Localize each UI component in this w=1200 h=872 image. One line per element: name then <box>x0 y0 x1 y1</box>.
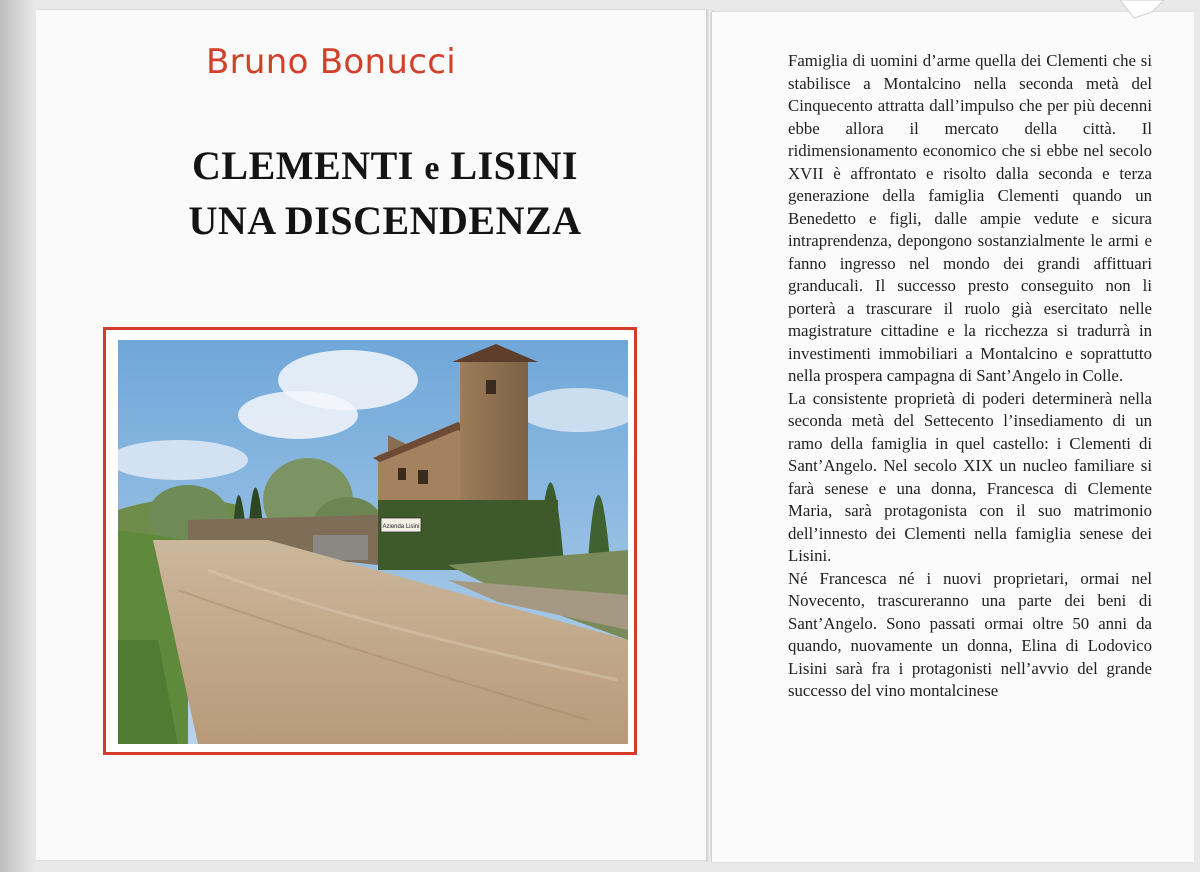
page-corner-tab-icon <box>1112 0 1172 26</box>
blurb-paragraph-2: La consistente proprietà di poderi determinerà nella seconda metà del Settecento l’insediamento di un ramo della famiglia in quel castello: i Clementi di Sant’Angelo. Nel secolo XIX un nucleo familiare si farà senese e una donna, Francesca di Clemente Maria, sarà protagonista con il suo matrimonio dell’innesto dei Clementi nella famiglia senese dei Lisini. <box>788 388 1152 565</box>
back-cover-blurb <box>788 50 1152 703</box>
scan-left-edge <box>0 0 36 872</box>
title-line-1 <box>100 140 670 195</box>
book-title <box>100 140 670 247</box>
villa-landscape-illustration <box>118 340 628 744</box>
photo-sign-text: Azienda Lisini <box>382 524 420 530</box>
cover-photo <box>118 340 628 744</box>
blurb-paragraph-3: Né Francesca né i nuovi proprietari, ormai nel Novecento, trascureranno una parte dei beni di Sant’Angelo. Sono passati ormai oltre 50 anni da quando, nuovamente un donna, Elina di Lodovico Lisini sarà fra i protagonisti nell’avvio del grande successo del vino montalcinese <box>788 568 1152 700</box>
author-name: Bruno Bonucci <box>206 42 456 82</box>
title-word-e: e <box>424 150 440 187</box>
cover-photo-frame <box>103 327 637 755</box>
blurb-paragraph-1: Famiglia di uomini d’arme quella dei Clementi che si stabilisce a Montalcino nella seconda metà del Cinquecento attratta dall’impulso che per più decenni ebbe allora il mercato della città. Il ridimensionamento economico che si ebbe nel secolo XVII è affrontato e risolto dalla seconda e terza generazione della famiglia Clementi quando un Benedetto e figli, dalle ampie vedute e sicura intraprendenza, depongono sostanzialmente le armi e fanno ingresso nel mondo dei grandi affittuari granducali. Il successo presto conseguito non li porterà a trascurare il ruolo già esercitato nelle magistrature cittadine e la ricchezza si tradurrà in investimenti immobiliari a Montalcino e soprattutto nella prospera campagna di Sant’Angelo in Colle. <box>788 51 1152 385</box>
title-word-clementi: CLEMENTI <box>192 143 414 188</box>
title-word-lisini: LISINI <box>450 143 578 188</box>
title-line-2: UNA DISCENDENZA <box>188 198 582 243</box>
